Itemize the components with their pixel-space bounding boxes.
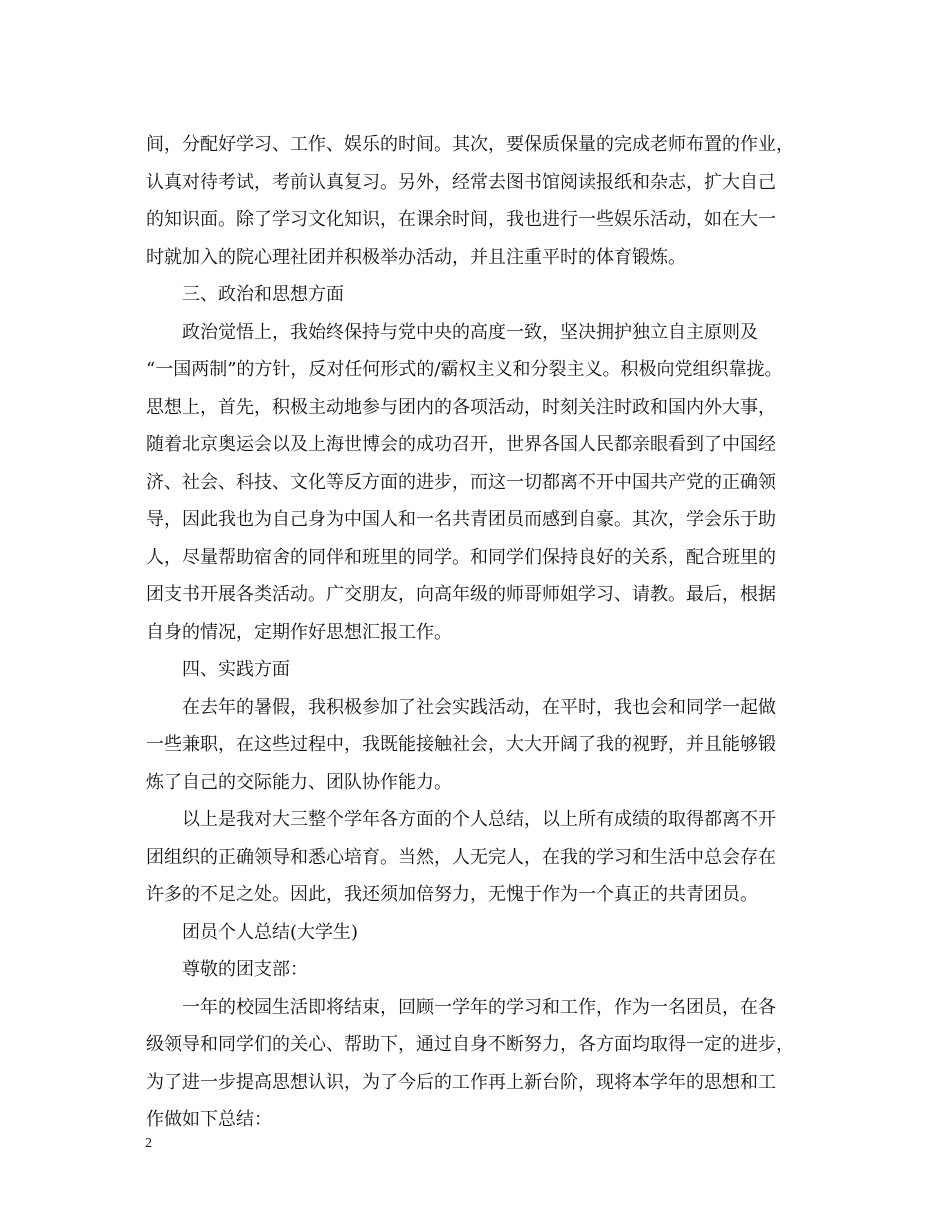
text-line: 炼了自己的交际能力、团队协作能力。 xyxy=(146,771,452,793)
text-line: 间，分配好学习、工作、娱乐的时间。其次，要保质保量的完成老师布置的作业， xyxy=(146,134,794,155)
text-line: 尊敬的团支部： xyxy=(182,959,308,980)
text-line: 时就加入的院心理社团并积极举办活动，并且注重平时的体育锻炼。 xyxy=(146,246,686,268)
document-body xyxy=(146,126,826,1139)
text-line: 的知识面。除了学习文化知识，在课余时间，我也进行一些娱乐活动，如在大一 xyxy=(146,209,776,230)
text-line: 作做如下总结： xyxy=(146,1109,272,1130)
text-line: 导，因此我也为自己身为中国人和一名共青团员而感到自豪。其次，学会乐于助 xyxy=(146,509,776,530)
text-line: 人，尽量帮助宿舍的同伴和班里的同学。和同学们保持良好的关系，配合班里的 xyxy=(146,546,776,568)
text-line: 政治觉悟上，我始终保持与党中央的高度一致，坚决拥护独立自主原则及 xyxy=(182,321,758,343)
page-number: 2 xyxy=(145,1136,152,1151)
text-line: 随着北京奥运会以及上海世博会的成功召开，世界各国人民都亲眼看到了中国经 xyxy=(146,434,776,455)
text-line: 级领导和同学们的关心、帮助下，通过自身不断努力，各方面均取得一定的进步， xyxy=(146,1034,794,1055)
text-line: 许多的不足之处。因此，我还须加倍努力，无愧于作为一个真正的共青团员。 xyxy=(146,884,758,905)
text-line: 以上是我对大三整个学年各方面的个人总结，以上所有成绩的取得都离不开 xyxy=(182,809,776,830)
text-line: 三、政治和思想方面 xyxy=(182,284,344,305)
text-line: 在去年的暑假，我积极参加了社会实践活动，在平时，我也会和同学一起做 xyxy=(182,696,776,718)
text-line: 自身的情况，定期作好思想汇报工作。 xyxy=(146,621,452,643)
text-line: 团组织的正确领导和悉心培育。当然，人无完人，在我的学习和生活中总会存在 xyxy=(146,846,776,868)
text-line: 思想上，首先，积极主动地参与团内的各项活动，时刻关注时政和国内外大事， xyxy=(146,396,776,418)
text-line: 一些兼职，在这些过程中，我既能接触社会，大大开阔了我的视野，并且能够锻 xyxy=(146,734,776,755)
text-line: 团员个人总结(大学生) xyxy=(182,921,359,943)
text-line: 一年的校园生活即将结束，回顾一学年的学习和工作，作为一名团员，在各 xyxy=(182,996,776,1018)
text-line: 四、实践方面 xyxy=(182,659,290,680)
text-line: 为了进一步提高思想认识，为了今后的工作再上新台阶，现将本学年的思想和工 xyxy=(146,1071,776,1093)
text-line: 认真对待考试，考前认真复习。另外，经常去图书馆阅读报纸和杂志，扩大自己 xyxy=(146,171,776,193)
text-line: 团支书开展各类活动。广交朋友，向高年级的师哥师姐学习、请教。最后，根据 xyxy=(146,584,776,605)
text-line: “一国两制”的方针，反对任何形式的/霸权主义和分裂主义。积极向党组织靠拢。 xyxy=(146,359,783,380)
text-line: 济、社会、科技、文化等反方面的进步，而这一切都离不开中国共产党的正确领 xyxy=(146,471,776,493)
